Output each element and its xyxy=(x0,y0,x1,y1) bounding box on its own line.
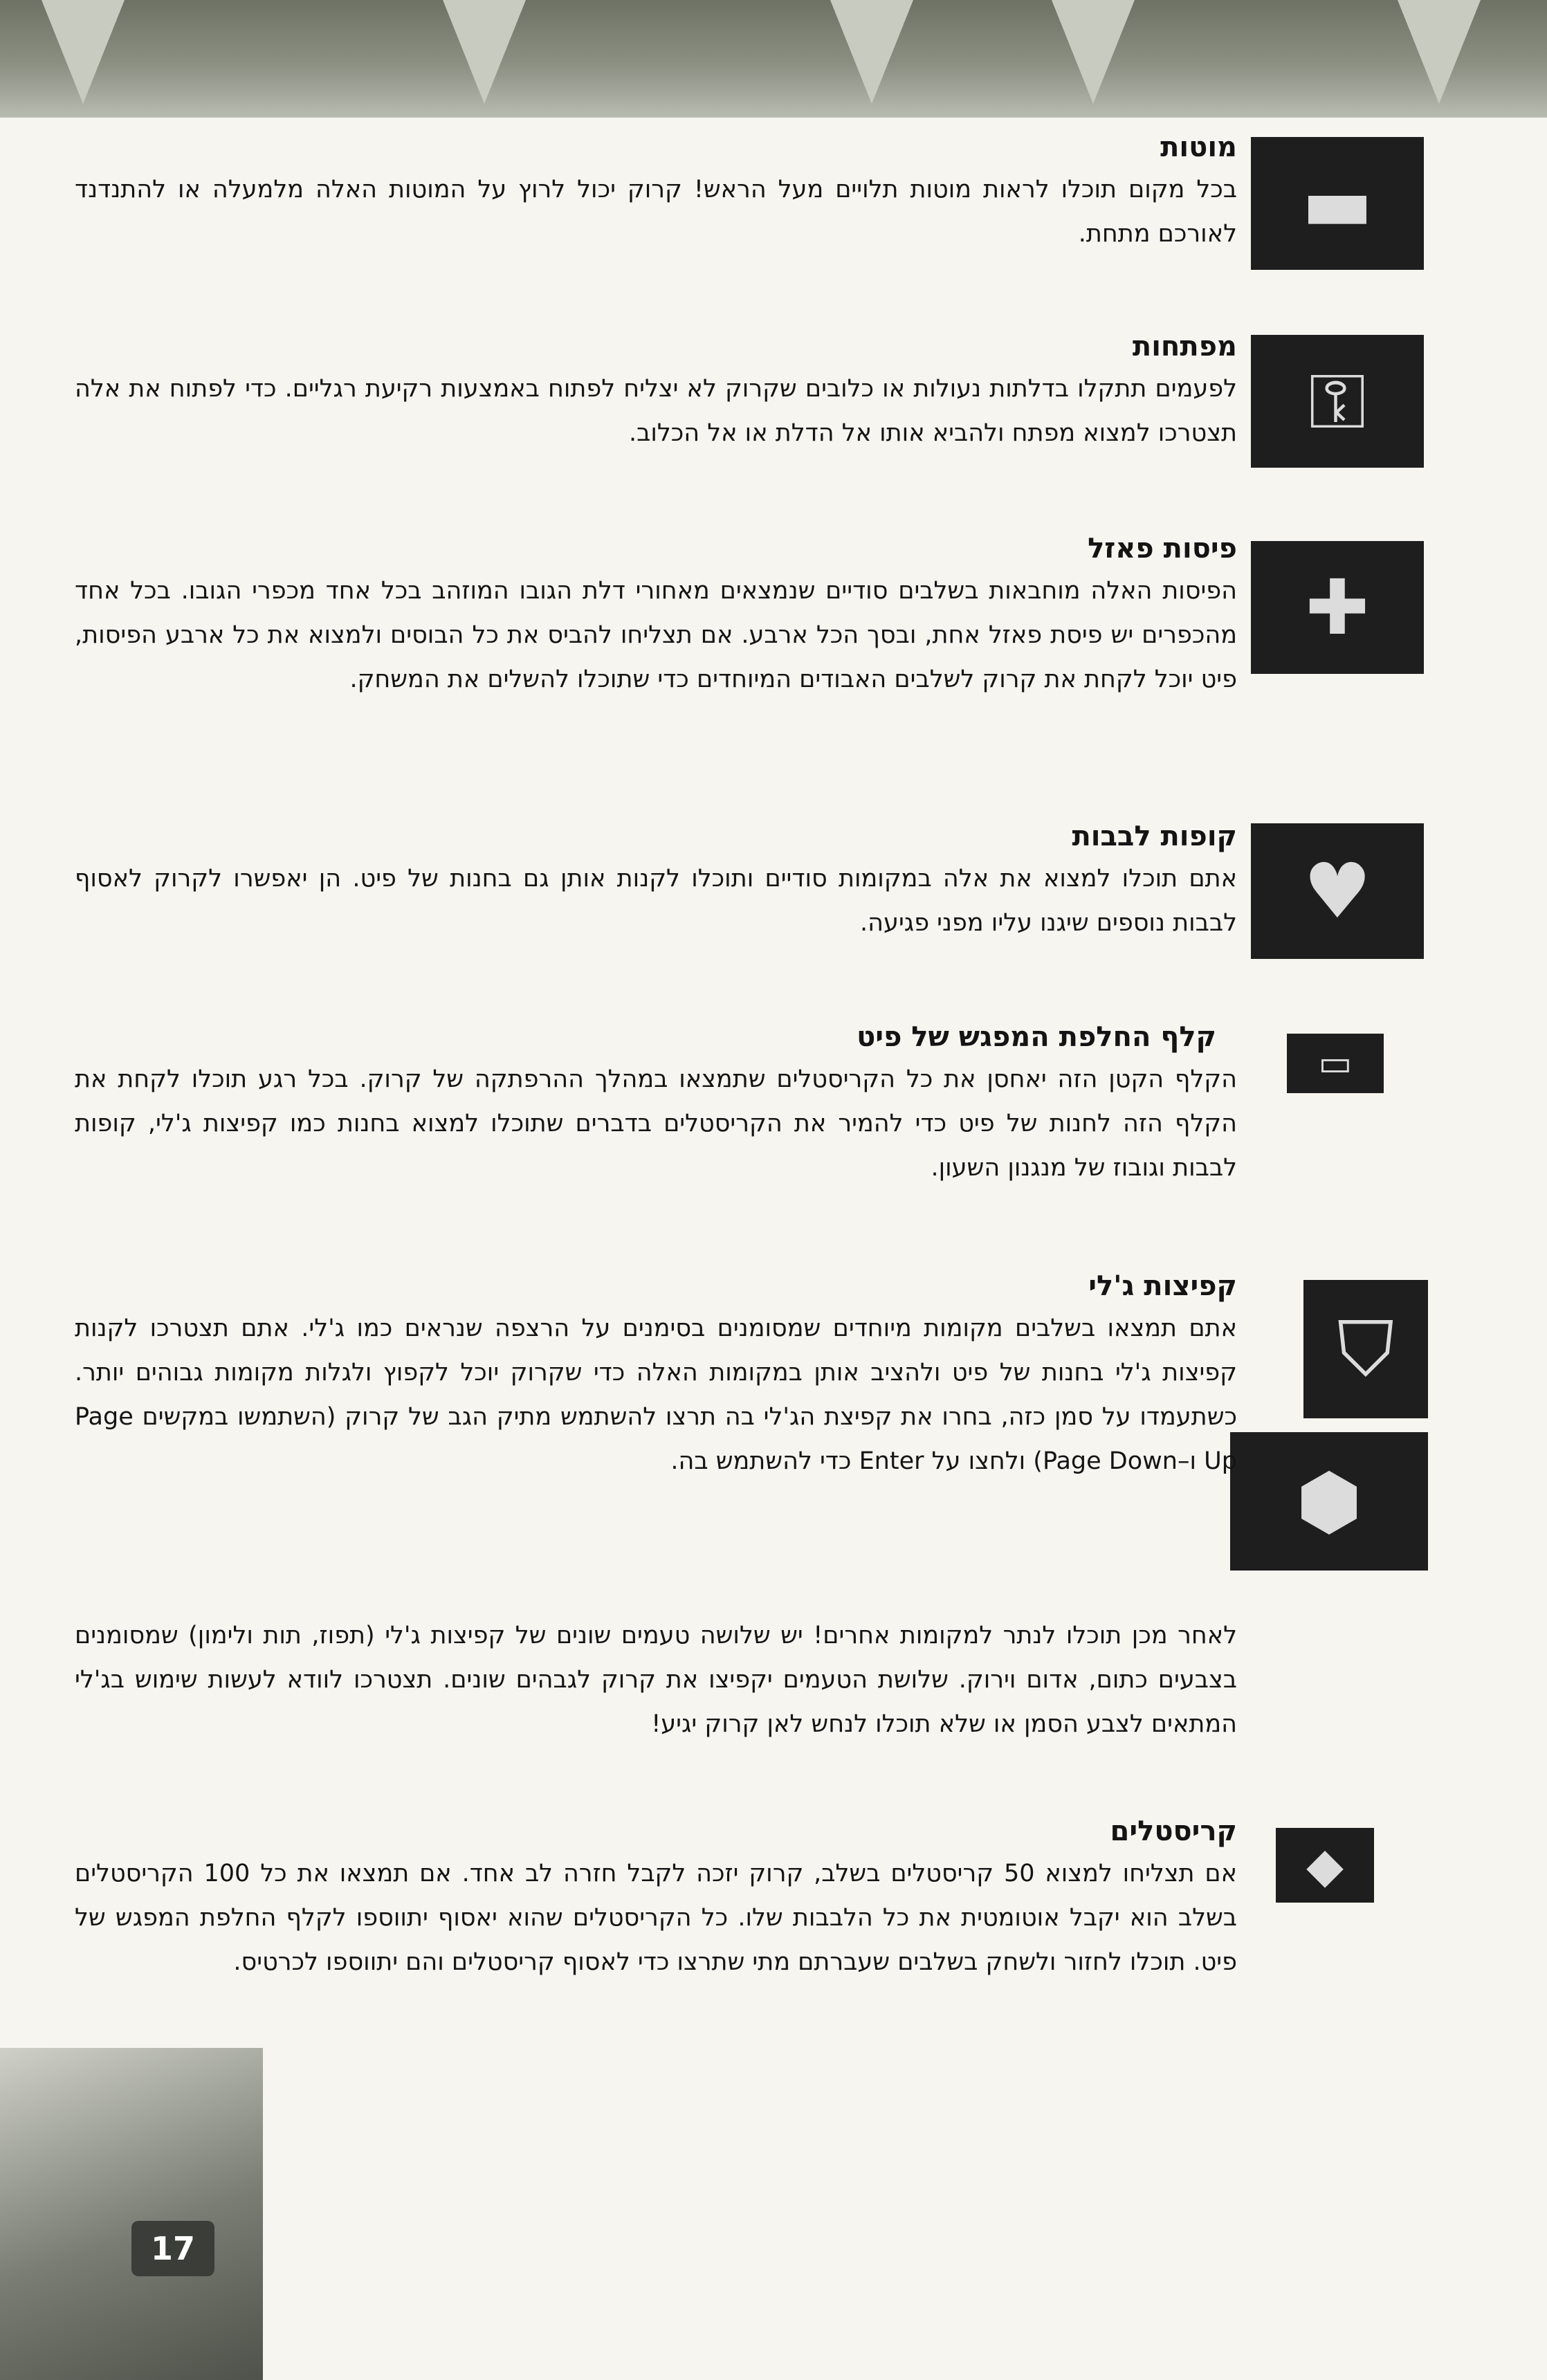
jelly-pad-image xyxy=(1230,1432,1428,1571)
heart-pot-icon: ♥ xyxy=(1303,847,1372,935)
puzzle-image xyxy=(1251,541,1424,674)
mine-cart-illustration xyxy=(0,2048,263,2380)
item-keys xyxy=(75,331,1237,455)
item-bars xyxy=(75,131,1237,256)
item-title: קפיצות ג'לי xyxy=(1088,1270,1237,1302)
bar-image xyxy=(1251,137,1424,270)
item-text: בכל מקום תוכלו לראות מוטות תלויים מעל הראש! קרוק יכול לרוץ על המוטות האלה מלמעלה או להתנדנד לאורכם מתחת. xyxy=(75,176,1237,248)
key-image xyxy=(1251,335,1424,468)
item-title: פיסות פאזל xyxy=(1088,533,1237,565)
item-text: אתם תמצאו בשלבים מקומות מיוחדים שמסומנים בסימנים על הרצפה שנראים כמו ג'לי. אתם תצטרכו לקנות קפיצות ג'לי בחנות של פיט ולהציב אותן במקומות האלה כדי שקרוק יוכל לקפוץ ולגלות מקומות גבוהים יותר. כשתעמדו על סמן כזה, בחרו את קפיצת הג'לי בה תרצו להשתמש מתיק הגב של קרוק (השתמשו במקשים Page Up ו–Page Down) ולחצו על Enter כדי להשתמש בה. xyxy=(75,1315,1237,1475)
item-text: הקלף הקטן הזה יאחסן את כל הקריסטלים שתמצאו במהלך ההרפתקה של קרוק. בכל רגע תוכלו לקחת את הקלף הזה לחנות של פיט כדי להמיר את הקריסטלים בדברים שתוכלו למצוא בחנות כמו קפיצות ג'לי, קופות לבבות וגובוז של מנגנון השעון. xyxy=(75,1065,1237,1182)
card-image xyxy=(1287,1034,1384,1093)
item-title: מפתחות xyxy=(1132,331,1237,363)
page-number: 17 xyxy=(131,2221,214,2276)
jelly-icon: ⛉ xyxy=(1337,1305,1395,1393)
bar-icon: ▬ xyxy=(1301,159,1373,248)
item-title: קופות לבבות xyxy=(1072,821,1237,852)
item-jelly-jumps xyxy=(75,1270,1237,1483)
card-icon: ▭ xyxy=(1318,1043,1353,1084)
jelly-note-text: לאחר מכן תוכלו לנתר למקומות אחרים! יש שלושה טעמים שונים של קפיצות ג'לי (תפוז, תות ולימון) שמסומנים בצבעים כתום, אדום וירוק. שלושת הטעמים יקפיצו את קרוק לגבהים שונים. תצטרכו לוודא לעשות שימוש בג'לי המתאים לצבע הסמן או שלא תוכלו לנחש לאן קרוק יגיע! xyxy=(75,1622,1237,1738)
item-crystals xyxy=(75,1815,1237,1984)
crystal-image xyxy=(1276,1828,1374,1903)
key-icon: ⚿ xyxy=(1308,357,1366,446)
item-text: אתם תוכלו למצוא את אלה במקומות סודיים ותוכלו לקנות אותן גם בחנות של פיט. הן יאפשרו לקרוק לאסוף לבבות נוספים שיגנו עליו מפני פגיעה. xyxy=(75,865,1237,937)
jelly-pad-icon: ⬢ xyxy=(1295,1457,1363,1546)
heart-pot-image xyxy=(1251,823,1424,959)
top-banner-illustration xyxy=(0,0,1547,118)
item-title: קלף החלפת המפגש של פיט xyxy=(857,1021,1216,1053)
crystal-icon: ◆ xyxy=(1306,1837,1344,1894)
item-text: אם תצליחו למצוא 50 קריסטלים בשלב, קרוק יזכה לקבל חזרה לב אחד. אם תמצאו את כל 100 הקריסטלים בשלב הוא יקבל אוטומטית את כל הלבבות שלו. כל הקריסטלים שהוא יאסוף יתווספו לקלף החלפת המפגש של פיט. תוכלו לחזור ולשחק בשלבים שעברתם מתי שתרצו כדי לאסוף קריסטלים והם יתווספו לכרטיס. xyxy=(75,1860,1238,1976)
puzzle-piece-icon: ✚ xyxy=(1305,563,1370,652)
item-title: מוטות xyxy=(1160,131,1237,163)
item-pete-card xyxy=(75,1021,1237,1190)
jelly-image xyxy=(1303,1280,1428,1418)
item-title: קריסטלים xyxy=(1110,1815,1237,1847)
item-text: הפיסות האלה מוחבאות בשלבים סודיים שנמצאים מאחורי דלת הגובו המוזהב בכל אחד מכפרי הגובו. בכל אחד מהכפרים יש פיסת פאזל אחת, ובסך הכל ארבע. אם תצליחו להביס את כל הבוסים ולמצוא את כל ארבע הפיסות, פיט יוכל לקחת את קרוק לשלבים האבודים המיוחדים כדי שתוכלו להשלים את המשחק. xyxy=(75,577,1237,693)
jelly-note xyxy=(75,1613,1237,1746)
item-text: לפעמים תתקלו בדלתות נעולות או כלובים שקרוק לא יצליח לפתוח באמצעות רקיעת רגליים. כדי לפתוח את אלה תצטרכו למצוא מפתח ולהביא אותו אל הדלת או אל הכלוב. xyxy=(75,375,1237,447)
item-puzzle-pieces xyxy=(75,533,1237,702)
item-heart-pots xyxy=(75,821,1237,945)
